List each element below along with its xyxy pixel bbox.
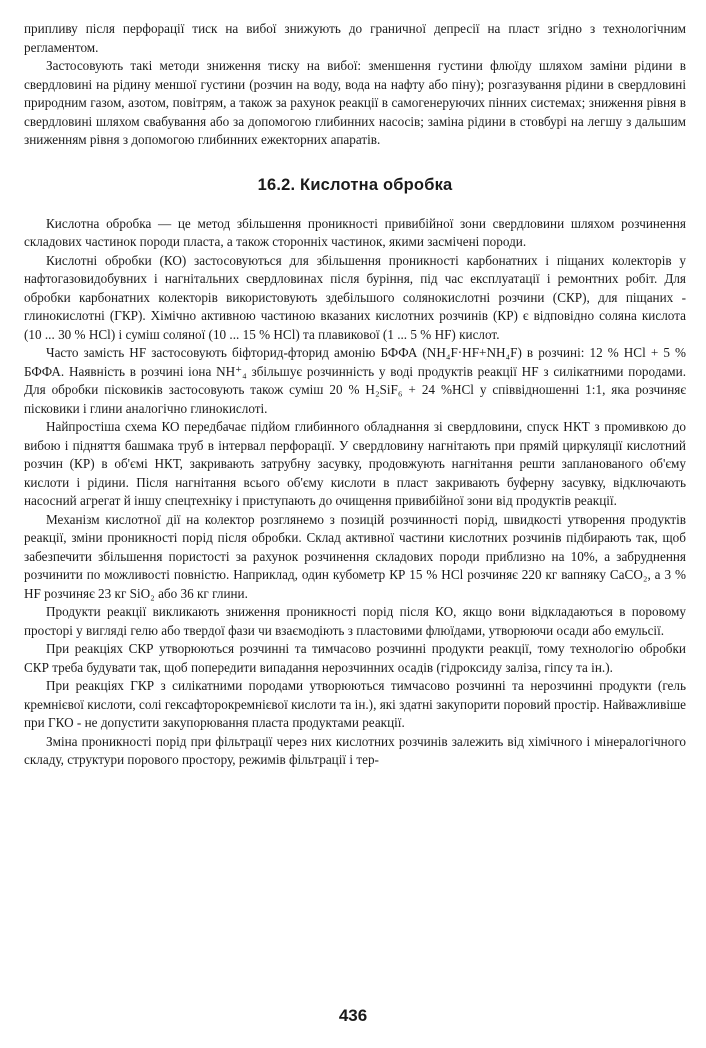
paragraph-definition: Кислотна обробка — це метод збільшення проникності привибійної зони свердловини шляхом розчинення складових частинок породи пласта, а також сторонніх частинок, якими засмічені породи. bbox=[24, 215, 686, 249]
paragraph-acid-treatments: Кислотні обробки (КО) застосовуються для збільшення проникності карбонатних і піщаних колекторів у нафтогазовидобувних і нагнітальних свердловинах після буріння, під час експлуатації і ремонтних робіт. Для обробки карбонатних колекторів використовують здебільшого солянокислотні розчини (СКР), для піщаних - глинокислотні (ГКР). Хімічно активною частиною вказаних кислотних розчинів (КР) є відповідно соляна кислота (10 ... 30 % HCl) і суміш соляної (10 ... 15 % HCl) та плавикової (1 ... 5 % HF) кислот. bbox=[24, 252, 686, 342]
paragraph-mechanism: Механізм кислотної дії на колектор розглянемо з позицій розчинності порід, швидкості утворення продуктів реакції, зміни проникності порід після обробки. Склад активної частини кислотних розчинів підбирають так, щоб забезпечити збільшення пористості за рахунок розчинення складових породи приблизно на 10%, а забруднення розчинити по можливості повністю. Наприклад, один кубометр КР 15 % HCl розчиняє 220 кг вапняку CaCO₂, а 3 % HF розчиняє 23 кг SiO₂ або 36 кг глини. bbox=[24, 511, 686, 601]
paragraph-simple-scheme: Найпростіша схема КО передбачає підйом глибинного обладнання зі свердловини, спуск НКТ з промивкою до вибою і підняття башмака труб в інтервал перфорації. У свердловину нагнітають при прямій циркуляції кислотний розчин (КР) в об'ємі НКТ, закривають затрубну засувку, продовжують нагнітання решти запланованого об'єму кислоти і рідини. Після нагнітання всього об'єму кислоти в пласт закривають буферну засувку, відключають насосний агрегат й іншу спецтехніку і приступають до очищення привибійної зони від продуктів реакції. bbox=[24, 419, 686, 508]
section-title: 16.2. Кислотна обробка bbox=[257, 175, 453, 194]
paragraph-gkr-reactions: При реакціях ГКР з силікатними породами утворюються тимчасово розчинні та нерозчинні продукти (гель кремнієвої кислоти, солі гексафторокремнієвої кислоти та ін.), які здатні закупорити поровий простір. Найважливіше при ГКО - не допустити закупорювання пласта продуктами реакції. bbox=[24, 678, 686, 730]
paragraph-reaction-products: Продукти реакції викликають зниження проникності порід після КО, якщо вони відкладаються в поровому просторі у вигляді гелю або твердої фази чи взаємодіють з пластовими флюїдами, утворюючи осади або емульсії. bbox=[24, 604, 686, 638]
paragraph-permeability-change: Зміна проникності порід при фільтрації через них кислотних розчинів залежить від хімічного і мінералогічного складу, структури порового простору, режимів фільтрації і тер- bbox=[24, 733, 686, 767]
paragraph-continuation: припливу після перфорації тиск на вибої знижують до граничної депресії на пласт згідно з технологічним регламентом. bbox=[24, 21, 686, 55]
page-number: 436 bbox=[338, 1006, 368, 1025]
paragraph-pressure-methods: Застосовують такі методи зниження тиску на вибої: зменшення густини флюїду шляхом заміни рідини в свердловині на рідину меншої густини (розчин на воду, вода на нафту або піну); розгазування рідини в свердловині природним газом, азотом, повітрям, а також за рахунок реакції в самогенеруючих пінних системах; зниження рівня в свердловині шляхом свабування або за допомогою глибинних насосів; заміна рідини в стовбурі на легшу з дальшим зниженням рівня з допомогою глибинних ежекторних апаратів. bbox=[24, 58, 686, 147]
paragraph-skr-reactions: При реакціях СКР утворюються розчинні та тимчасово розчинні продукти реакції, тому технологію обробки СКР треба будувати так, щоб попередити випадання нерозчинних осадів (гідроксиду заліза, гіпсу та ін.). bbox=[24, 641, 686, 675]
paragraph-bffa: Часто замість HF застосовують біфторид-фторид амонію БФФА (NH₄F·HF+NH₄F) в розчині: 12 % HCl + 5 % БФФА. Наявність в розчині іона NH⁺₄ збільшує розчинність у воді продуктів реакції HF з силікатними породами. Для обробки пісковиків застосовують також суміш 20 % H₂SiF₆ + 24 %HCl у співвідношенні 1:1, яка розчиняє пісковики і глини аналогічно глинокислоті. bbox=[24, 345, 686, 416]
page-content bbox=[24, 20, 686, 770]
